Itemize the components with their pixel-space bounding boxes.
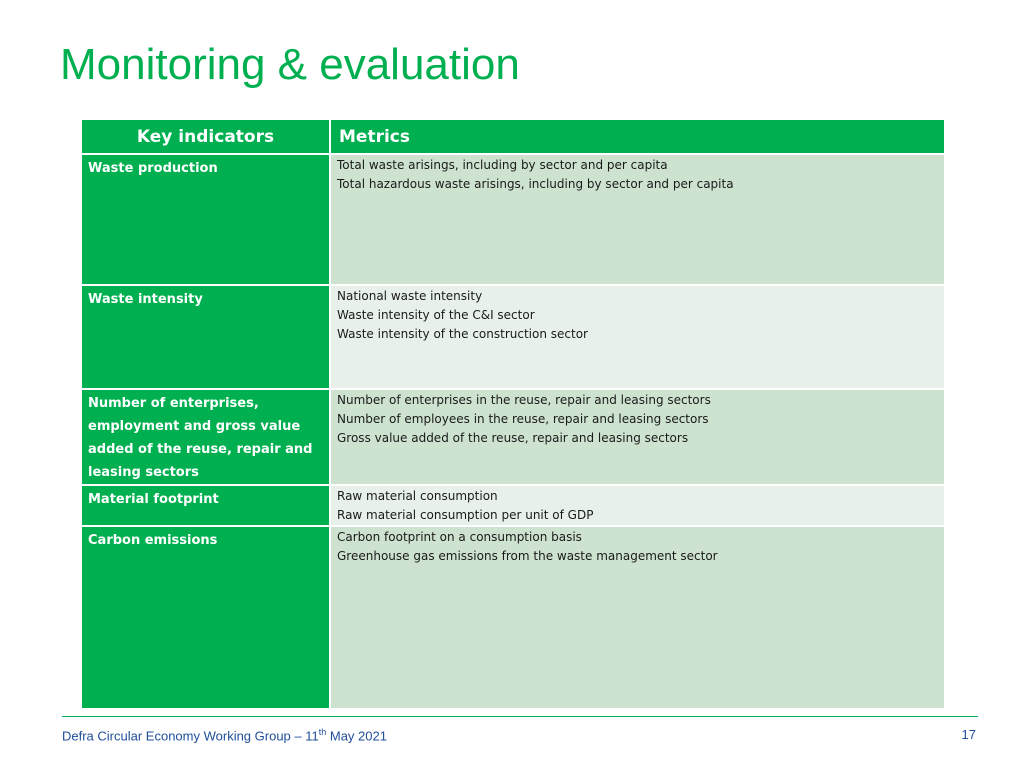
header-key-indicators: Key indicators [81, 119, 330, 154]
footer-divider [62, 716, 978, 717]
metric-item: Greenhouse gas emissions from the waste management sector [337, 549, 718, 563]
footer-caption-date: May 2021 [326, 728, 387, 744]
metric-item: Waste intensity of the C&I sector [337, 308, 535, 322]
metric-item: Gross value added of the reuse, repair and leasing sectors [337, 431, 689, 445]
table-row-waste-production [81, 154, 945, 285]
table-row-waste-intensity [81, 285, 945, 389]
metric-item: Raw material consumption [337, 489, 498, 503]
indicator-cell: Waste production [81, 154, 330, 285]
metrics-cell [330, 485, 945, 526]
indicators-table-container [80, 118, 944, 710]
indicators-table [80, 118, 946, 710]
indicator-cell: Waste intensity [81, 285, 330, 389]
footer-caption [62, 727, 387, 743]
table-row-material-footprint [81, 485, 945, 526]
metric-item: Carbon footprint on a consumption basis [337, 530, 582, 544]
metric-item: National waste intensity [337, 289, 483, 303]
slide-title: Monitoring & evaluation [60, 40, 520, 89]
page-number: 17 [961, 727, 976, 742]
indicator-cell: Carbon emissions [81, 526, 330, 709]
metric-item: Raw material consumption per unit of GDP [337, 508, 594, 522]
table-row-enterprises [81, 389, 945, 485]
table-header-row [81, 119, 945, 154]
header-metrics: Metrics [330, 119, 945, 154]
metrics-cell [330, 154, 945, 285]
metric-item: Number of enterprises in the reuse, repair and leasing sectors [337, 393, 711, 407]
metric-item: Total hazardous waste arisings, including by sector and per capita [337, 177, 734, 191]
metrics-cell [330, 389, 945, 485]
metric-item: Total waste arisings, including by sector and per capita [337, 158, 668, 172]
table-row-carbon-emissions [81, 526, 945, 709]
footer-caption-main: Defra Circular Economy Working Group – 11 [62, 728, 319, 744]
metric-item: Waste intensity of the construction sector [337, 327, 588, 341]
indicator-cell: Material footprint [81, 485, 330, 526]
footer-caption-ordinal: th [318, 727, 327, 737]
indicator-cell: Number of enterprises, employment and gross value added of the reuse, repair and leasing sectors [81, 389, 330, 485]
metric-item: Number of employees in the reuse, repair and leasing sectors [337, 412, 709, 426]
metrics-cell [330, 285, 945, 389]
metrics-cell [330, 526, 945, 709]
